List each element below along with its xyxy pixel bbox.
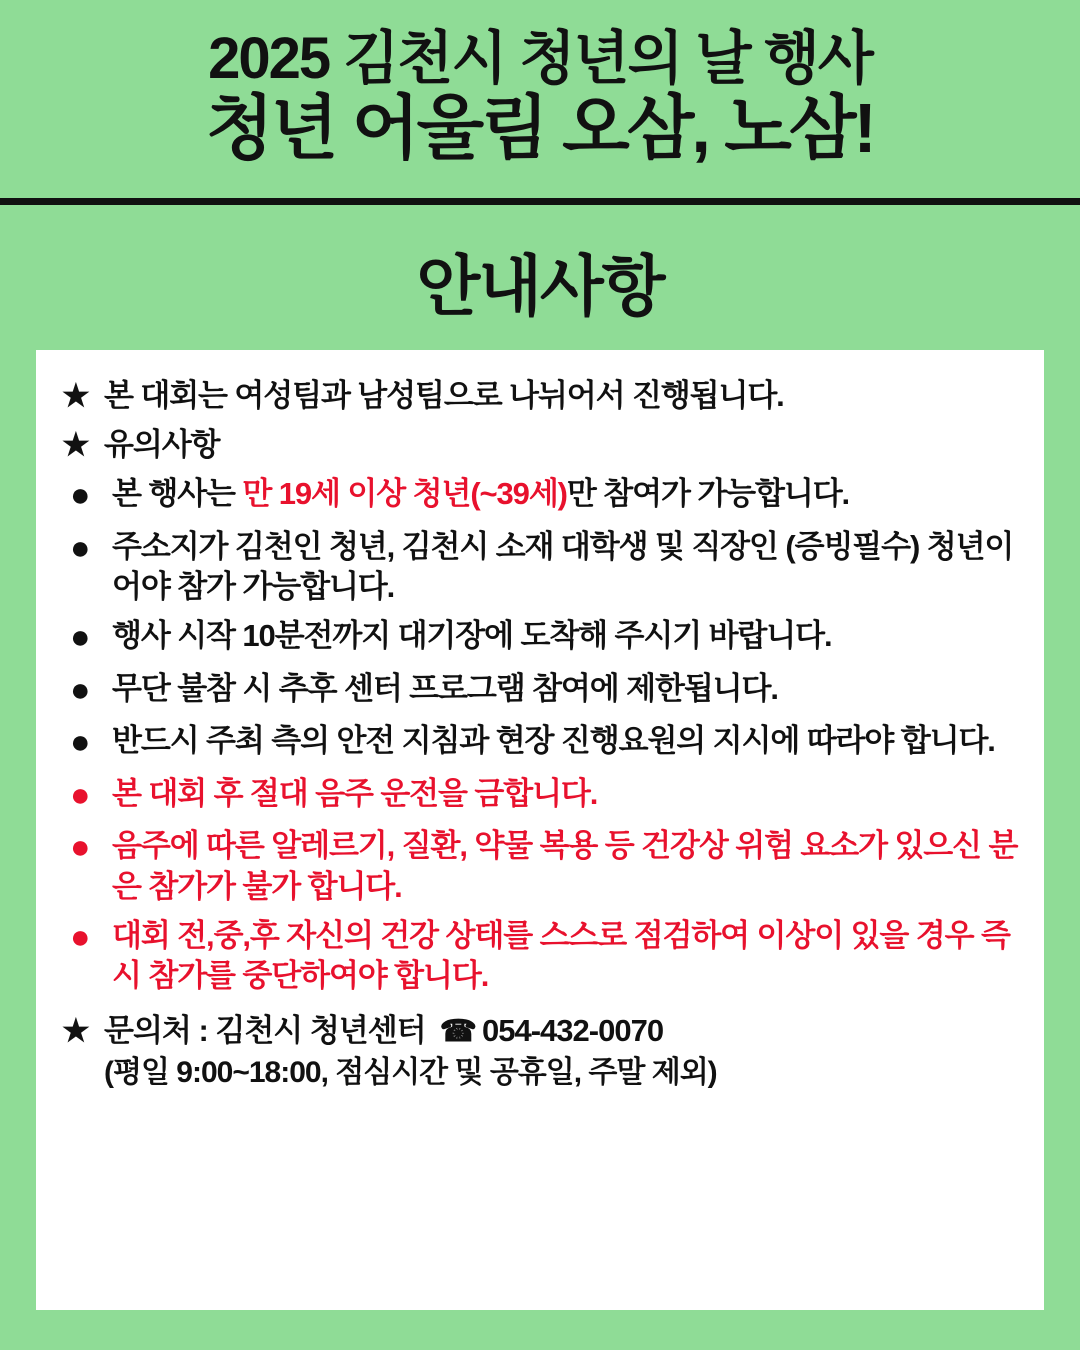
header-title-line2: 청년 어울림 오삼, 노삼!: [206, 89, 874, 168]
contact-block: [62, 1011, 1018, 1092]
list-item-text: 본 대회는 여성팀과 남성팀으로 나뉘어서 진행됩니다.: [104, 377, 784, 413]
star-icon: ★: [62, 426, 90, 462]
list-item: [62, 376, 1018, 416]
star-icon: ★: [62, 377, 90, 413]
list-item-text-before: 본 행사는: [112, 476, 243, 512]
list-item: [62, 774, 1018, 818]
list-item-text: 행사 시작 10분전까지 대기장에 도착해 주시기 바랍니다.: [112, 618, 832, 654]
list-item: [62, 721, 1018, 765]
contact-phone-number[interactable]: 054-432-0070: [482, 1012, 664, 1048]
list-item-text: 본 대회 후 절대 음주 운전을 금합니다.: [112, 775, 598, 811]
bullet-icon: ●: [70, 476, 91, 515]
contact-label: 문의처 : 김천시 청년센터: [104, 1012, 426, 1048]
list-item-text-highlight: 만 19세 이상 청년(~39세): [242, 476, 567, 512]
bullet-icon: ●: [70, 775, 91, 814]
list-item-text: 무단 불참 시 추후 센터 프로그램 참여에 제한됩니다.: [112, 670, 778, 706]
list-item: [62, 425, 1018, 465]
list-item: [62, 616, 1018, 660]
list-item-text: 반드시 주최 측의 안전 지침과 현장 진행요원의 지시에 따라야 합니다.: [112, 723, 995, 759]
contact-hours: (평일 9:00~18:00, 점심시간 및 공휴일, 주말 제외): [104, 1055, 717, 1089]
bullet-icon: ●: [70, 723, 91, 762]
header-title-line1: 2025 김천시 청년의 날 행사: [208, 26, 872, 91]
poster-header: [0, 0, 1080, 180]
list-item: [62, 669, 1018, 713]
bullet-icon: ●: [70, 828, 91, 867]
list-item-text: 음주에 따른 알레르기, 질환, 약물 복용 등 건강상 위험 요소가 있으신 분은 참가가 불가 합니다.: [112, 828, 1018, 904]
list-item: [62, 916, 1018, 997]
bullet-icon: ●: [70, 918, 91, 957]
bullet-icon: ●: [70, 670, 91, 709]
list-item: [62, 527, 1018, 608]
star-icon: ★: [62, 1012, 90, 1048]
header-divider: [0, 198, 1080, 205]
contact-text: [104, 1011, 1018, 1092]
section-title: 안내사항: [416, 248, 664, 323]
list-item: [62, 474, 1018, 518]
bullet-icon: ●: [70, 618, 91, 657]
notice-card: [36, 350, 1044, 1310]
list-item-text: [112, 474, 1018, 514]
phone-icon: ☎: [439, 1014, 476, 1048]
list-item-text: 대회 전,중,후 자신의 건강 상태를 스스로 점검하여 이상이 있을 경우 즉시 참가를 중단하여야 합니다.: [112, 918, 1010, 994]
list-item: [62, 826, 1018, 907]
list-item-text: 주소지가 김천인 청년, 김천시 소재 대학생 및 직장인 (증빙필수) 청년이어야 참가 가능합니다.: [112, 528, 1014, 605]
bullet-icon: ●: [70, 528, 91, 567]
list-item-text: 유의사항: [104, 426, 220, 462]
list-item-text-after: 만 참여가 가능합니다.: [566, 476, 850, 512]
